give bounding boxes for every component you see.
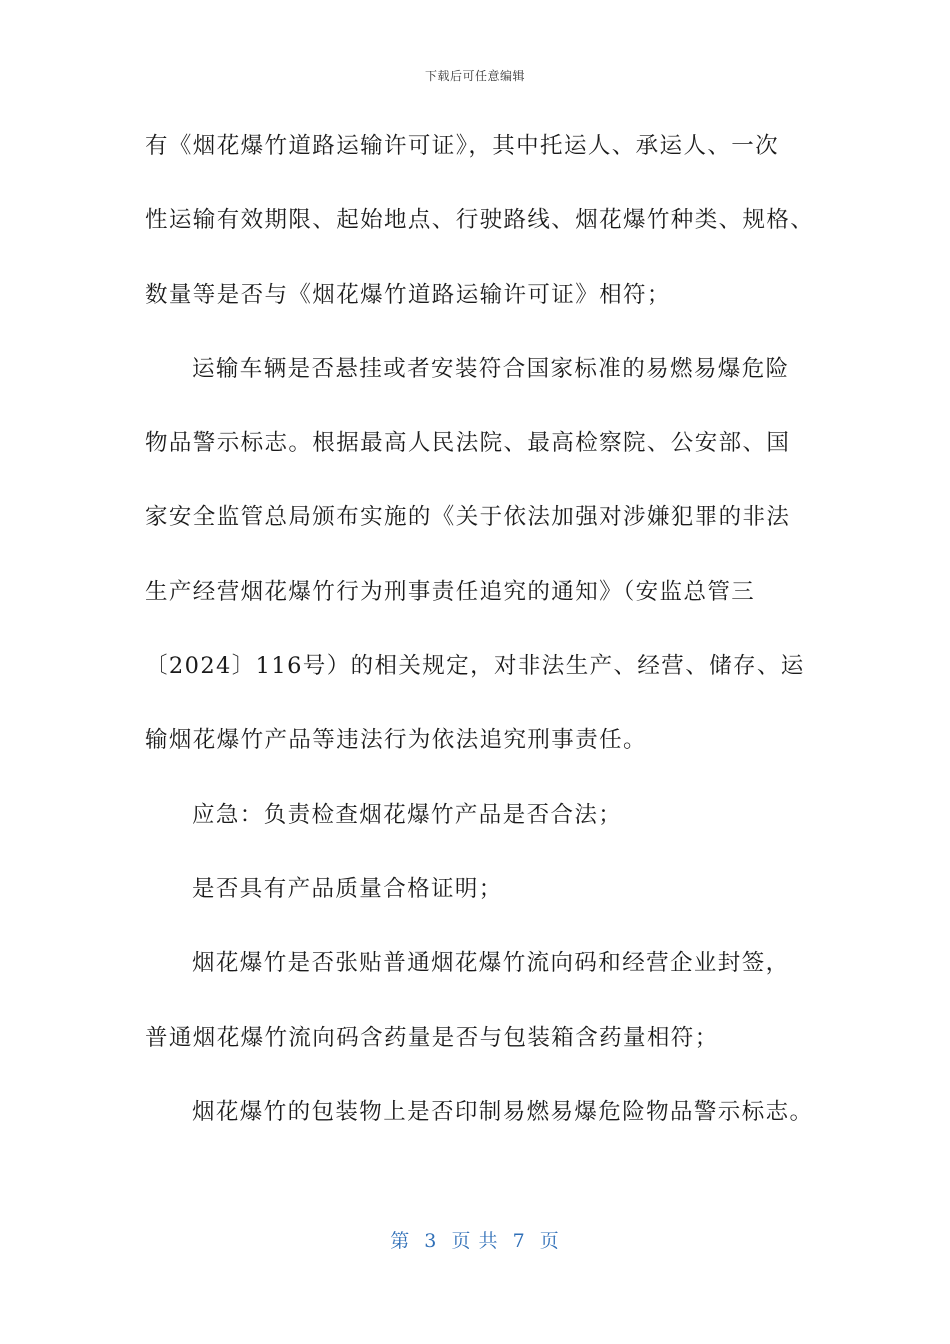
page-header-note: 下载后可任意编辑 xyxy=(424,69,525,83)
paragraph-start-line: 烟花爆竹是否张贴普通烟花爆竹流向码和经营企业封签， xyxy=(192,950,790,977)
text-line: 性运输有效期限、起始地点、行驶路线、烟花爆竹种类、规格、 xyxy=(145,207,815,234)
text-line: 有《烟花爆竹道路运输许可证》，其中托运人、承运人、一次 xyxy=(145,133,780,159)
document-body xyxy=(145,124,825,1164)
text-line: 家安全监管总局颁布实施的《关于依法加强对涉嫌犯罪的非法 xyxy=(145,504,791,531)
page-number-footer: 第 3 页 共 7 页 xyxy=(390,1230,560,1252)
paragraph-start-line: 应急：负责检查烟花爆竹产品是否合法； xyxy=(192,801,623,828)
paragraph-start-line: 是否具有产品质量合格证明； xyxy=(192,875,503,902)
text-line: 物品警示标志。根据最高人民法院、最高检察院、公安部、国 xyxy=(145,430,791,457)
text-line: 输烟花爆竹产品等违法行为依法追究刑事责任。 xyxy=(145,727,647,754)
text-line: 普通烟花爆竹流向码含药量是否与包装箱含药量相符； xyxy=(145,1024,719,1051)
text-line: 生产经营烟花爆竹行为刑事责任追究的通知》（安监总管三 xyxy=(145,578,756,605)
text-line: 〔2024〕116号）的相关规定，对非法生产、经营、储存、运 xyxy=(145,653,805,680)
text-line: 数量等是否与《烟花爆竹道路运输许可证》相符； xyxy=(145,281,671,308)
paragraph-start-line: 烟花爆竹的包装物上是否印制易燃易爆危险物品警示标志。 xyxy=(192,1098,814,1125)
paragraph-start-line: 运输车辆是否悬挂或者安装符合国家标准的易燃易爆危险 xyxy=(192,355,790,382)
